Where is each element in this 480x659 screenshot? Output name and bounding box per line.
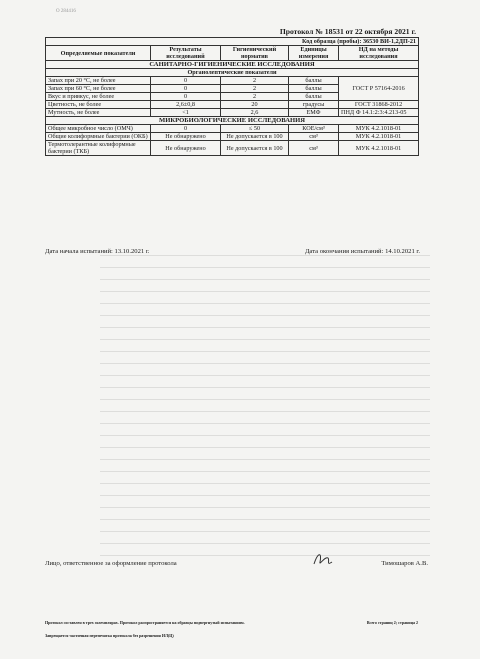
- table-row: Запах при 20 °С, не более 0 2 баллы ГОСТ Р 57164-2016: [46, 77, 419, 85]
- method-cell: ГОСТ Р 57164-2016: [339, 77, 419, 101]
- section-title: САНИТАРНО-ГИГИЕНИЧЕСКИЕ ИССЛЕДОВАНИЯ: [46, 61, 419, 69]
- table-row: Мутность, не более <1 2,6 ЕМФ ПНД Ф 14.1:2:3:4.213-05: [46, 109, 419, 117]
- col-header-method: НД на методы исследования: [339, 46, 419, 61]
- footer-restriction: Запрещается частичная перепечатка протокола без разрешения ИЛ(Ц): [45, 633, 174, 638]
- sample-code-row: [46, 38, 419, 46]
- footer-note: Протокол составлен в трех экземплярах. Протокол распространяется на образцы подвергнутый испытаниям.: [45, 620, 245, 625]
- sample-code: Код образца (пробы): 36530 ВИ-1,2ДП-21: [46, 38, 419, 46]
- table-row: Термотолерантные колиформные бактерии (ТКБ) Не обнаружено Не допускается в 100 см³ МУК 4.2.1018-01: [46, 141, 419, 156]
- table-row: Цветность, не более 2,6±0,8 20 градусы ГОСТ 31868-2012: [46, 101, 419, 109]
- responsible-label: Лицо, ответственное за оформление протокола: [45, 560, 177, 567]
- section-row: [46, 117, 419, 125]
- table-row: Общее микробное число (ОМЧ) 0 ≤ 50 КОЕ/см³ МУК 4.2.1018-01: [46, 125, 419, 133]
- test-end-date: Дата окончания испытаний: 14.10.2021 г.: [304, 248, 420, 255]
- subsection-row: [46, 69, 419, 77]
- section-title: МИКРОБИОЛОГИЧЕСКИЕ ИССЛЕДОВАНИЯ: [46, 117, 419, 125]
- col-header-norm: Гигиенический норматив: [221, 46, 289, 61]
- page-number: Всего страниц 2; страница 2: [366, 620, 418, 625]
- test-start-date: Дата начала испытаний: 13.10.2021 г.: [45, 248, 150, 255]
- col-header-result: Результаты исследований: [151, 46, 221, 61]
- section-row: [46, 61, 419, 69]
- col-header-unit: Единицы измерения: [289, 46, 339, 61]
- subsection-title: Органолептические показатели: [46, 69, 419, 77]
- table-row: Общие колиформные бактерии (ОКБ) Не обнаружено Не допускается в 100 см³ МУК 4.2.1018-01: [46, 133, 419, 141]
- corner-mark: О 284416: [56, 9, 76, 14]
- results-table: [45, 37, 419, 156]
- table-row: Запах при 60 °С, не более 0 2 баллы: [46, 85, 419, 93]
- bleed-through-text: [100, 255, 430, 585]
- signature-mark: [310, 548, 340, 570]
- protocol-title: Протокол № 18531 от 22 октября 2021 г.: [279, 27, 416, 36]
- signer-name: Тимошаров А.В.: [381, 560, 428, 567]
- table-row: Вкус и привкус, не более 0 2 баллы: [46, 93, 419, 101]
- header-row: [46, 46, 419, 61]
- col-header-indicator: Определяемые показатели: [46, 46, 151, 61]
